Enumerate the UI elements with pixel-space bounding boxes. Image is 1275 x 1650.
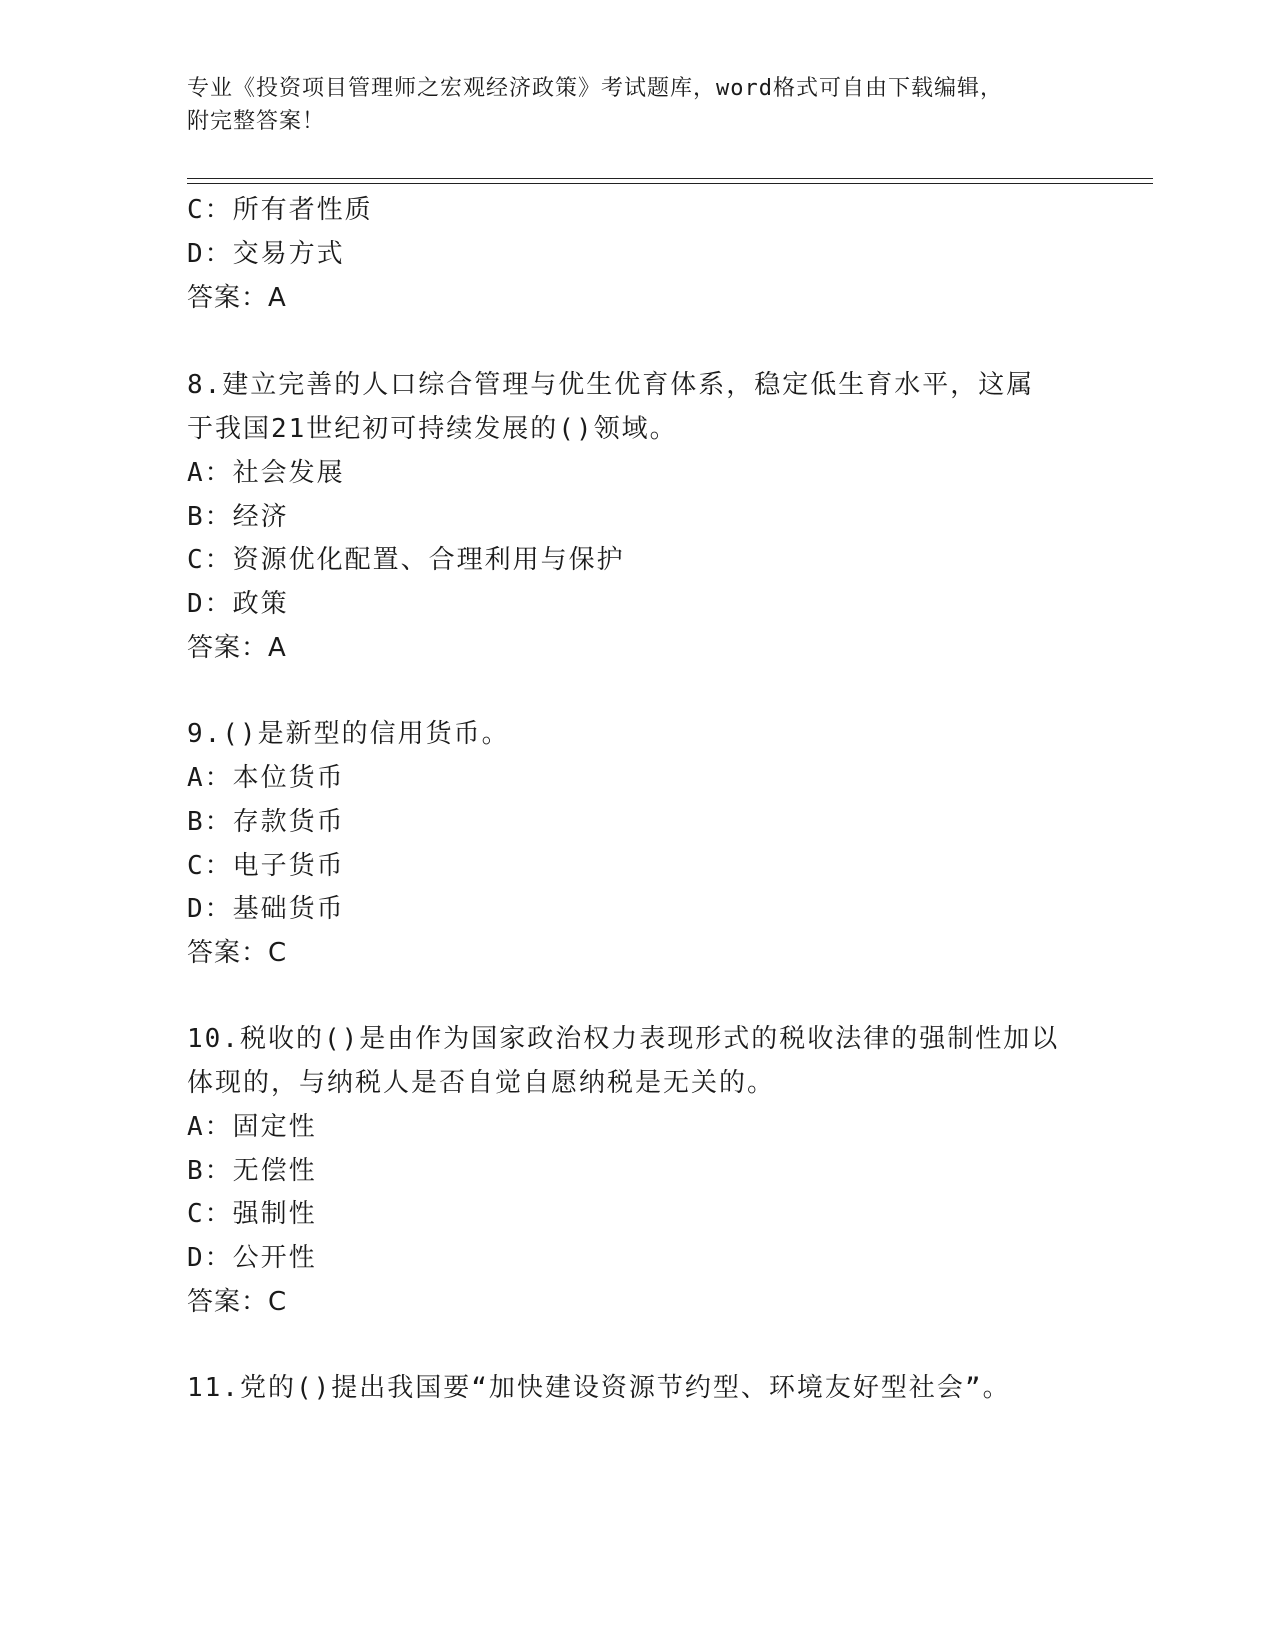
q10-answer: 答案：C	[187, 1287, 288, 1317]
q10-option-a: A：固定性	[187, 1112, 317, 1142]
q9-option-b: B：存款货币	[187, 807, 345, 837]
q9-answer: 答案：C	[187, 938, 288, 968]
q8-option-a: A：社会发展	[187, 458, 345, 488]
q8-answer: 答案：A	[187, 633, 287, 663]
q10-option-c: C：强制性	[187, 1199, 317, 1229]
q7-option-d: D：交易方式	[187, 239, 345, 269]
q8-option-d: D：政策	[187, 589, 289, 619]
document-header	[187, 72, 1087, 138]
q10-stem-line-2: 体现的，与纳税人是否自觉自愿纳税是无关的。	[187, 1068, 776, 1098]
q9-option-d: D：基础货币	[187, 894, 345, 924]
q8-option-b: B：经济	[187, 502, 289, 532]
q7-answer: 答案：A	[187, 283, 287, 313]
q10-option-d: D：公开性	[187, 1243, 317, 1273]
q10-option-b: B：无偿性	[187, 1156, 317, 1186]
q8-stem-line-2: 于我国21世纪初可持续发展的()领域。	[187, 414, 678, 444]
q9-stem-line-1: 9.()是新型的信用货币。	[187, 719, 510, 749]
q9-option-c: C：电子货币	[187, 851, 345, 881]
q8-option-c: C：资源优化配置、合理利用与保护	[187, 545, 625, 575]
header-line-1: 专业《投资项目管理师之宏观经济政策》考试题库，word格式可自由下载编辑，	[187, 76, 1003, 101]
q8-stem-line-1: 8.建立完善的人口综合管理与优生优育体系，稳定低生育水平，这属	[187, 370, 1035, 400]
header-divider-top	[187, 178, 1153, 179]
q9-option-a: A：本位货币	[187, 763, 345, 793]
header-line-2: 附完整答案！	[187, 109, 326, 134]
q11-stem-line-1: 11.党的()提出我国要“加快建设资源节约型、环境友好型社会”。	[187, 1373, 1011, 1403]
header-divider-bottom	[187, 183, 1153, 184]
q7-option-c: C：所有者性质	[187, 195, 373, 225]
q10-stem-line-1: 10.税收的()是由作为国家政治权力表现形式的税收法律的强制性加以	[187, 1024, 1060, 1054]
